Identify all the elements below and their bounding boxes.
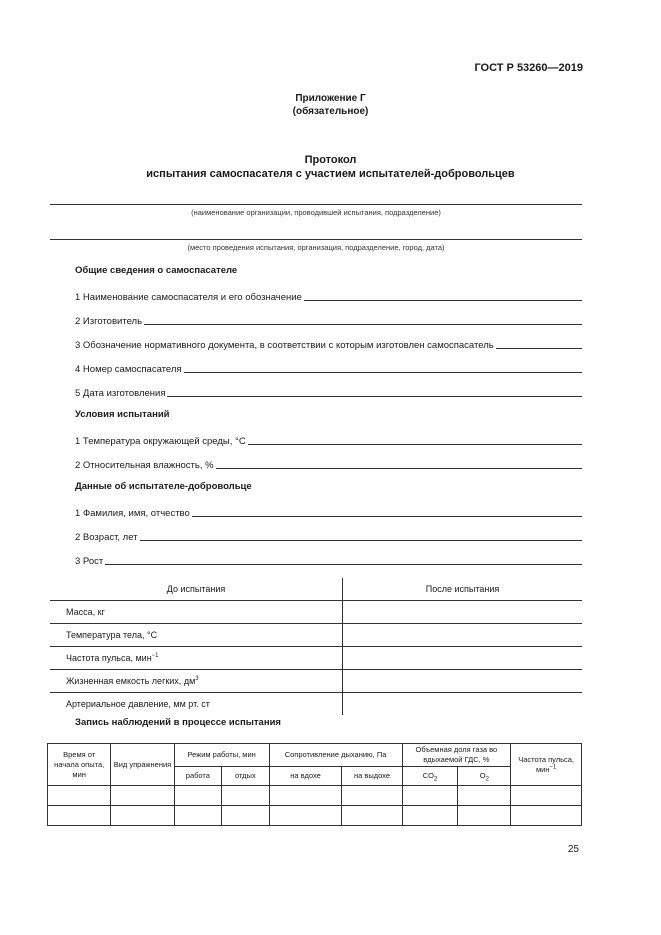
field-row <box>75 313 582 327</box>
table-row <box>50 647 582 670</box>
table-row <box>50 624 582 647</box>
field-row <box>75 289 582 303</box>
row-label-cell <box>50 670 343 693</box>
table-row <box>48 786 582 806</box>
table-cell[interactable] <box>269 786 342 806</box>
field-row <box>75 553 582 567</box>
header-before: До испытания <box>50 578 343 601</box>
page-number: 25 <box>567 844 579 855</box>
field-input-line[interactable] <box>167 395 582 397</box>
table-cell[interactable] <box>174 786 221 806</box>
field-input-line[interactable] <box>144 323 582 325</box>
field-label: 1 Фамилия, имя, отчество <box>75 508 190 519</box>
general-heading: Общие сведения о самоспасателе <box>75 265 238 276</box>
field-label: 2 Относительная влажность, % <box>75 460 214 471</box>
sub-co2-label: CO <box>422 771 434 780</box>
sub-co2-index: 2 <box>433 776 438 783</box>
col-pulse <box>511 744 582 786</box>
field-row <box>75 361 582 375</box>
sub-co2 <box>402 767 458 786</box>
value-cell[interactable] <box>343 670 583 693</box>
field-label: 3 Рост <box>75 556 104 567</box>
observations-heading: Запись наблюдений в процессе испытания <box>75 717 281 728</box>
row-label: Масса, кг <box>50 601 343 624</box>
sub-inhale: на вдохе <box>269 767 342 786</box>
field-input-line[interactable] <box>140 539 582 541</box>
row-label: Жизненная емкость легких, дм <box>66 676 196 686</box>
place-caption: (место проведения испытания, организация, подразделение, город, дата) <box>187 243 445 252</box>
header-after: После испытания <box>343 578 583 601</box>
sub-o2 <box>458 767 511 786</box>
protocol-heading <box>0 153 661 181</box>
field-input-line[interactable] <box>248 443 582 445</box>
row-label: Артериальное давление, мм рт. ст <box>50 693 343 716</box>
table-cell[interactable] <box>511 806 582 826</box>
col-exercise: Вид упражнения <box>111 744 174 786</box>
field-label: 1 Наименование самоспасателя и его обозначение <box>75 292 302 303</box>
table-cell[interactable] <box>111 786 174 806</box>
sub-o2-index: 2 <box>485 776 489 783</box>
sub-o2-label: O <box>479 771 486 780</box>
sub-rest: отдых <box>222 767 269 786</box>
table-header-row <box>48 744 582 767</box>
row-label-sup: −1 <box>151 653 159 659</box>
value-cell[interactable] <box>343 693 583 716</box>
table-row <box>50 670 582 693</box>
volunteer-heading: Данные об испытателе-добровольце <box>75 481 252 492</box>
table-cell[interactable] <box>402 806 458 826</box>
table-cell[interactable] <box>511 786 582 806</box>
sub-work: работа <box>174 767 221 786</box>
field-row <box>75 337 582 351</box>
table-row <box>50 693 582 716</box>
appendix-subtitle: (обязательное) <box>292 106 369 117</box>
table-cell[interactable] <box>269 806 342 826</box>
field-input-line[interactable] <box>184 371 582 373</box>
col-mode: Режим работы, мин <box>174 744 269 767</box>
field-label: 1 Температура окружающей среды, °С <box>75 436 246 447</box>
table-cell[interactable] <box>48 806 111 826</box>
table-cell[interactable] <box>458 786 511 806</box>
standard-number: ГОСТ Р 53260—2019 <box>474 62 583 74</box>
field-row <box>75 433 582 447</box>
table-row <box>48 806 582 826</box>
organization-line[interactable] <box>50 204 582 205</box>
table-cell[interactable] <box>48 786 111 806</box>
table-header-row <box>50 578 582 601</box>
value-cell[interactable] <box>343 601 583 624</box>
field-label: 3 Обозначение нормативного документа, в соответствии с которым изготовлен самоспасатель <box>75 340 494 351</box>
value-cell[interactable] <box>343 647 583 670</box>
table-row <box>50 601 582 624</box>
table-cell[interactable] <box>342 786 402 806</box>
col-pulse-label: Частота пульса, мин <box>518 754 575 774</box>
table-cell[interactable] <box>342 806 402 826</box>
table-cell[interactable] <box>458 806 511 826</box>
field-row <box>75 529 582 543</box>
value-cell[interactable] <box>343 624 583 647</box>
protocol-title: Протокол <box>304 154 357 166</box>
conditions-heading: Условия испытаний <box>75 409 170 420</box>
field-input-line[interactable] <box>192 515 582 517</box>
field-row <box>75 385 582 399</box>
field-label: 5 Дата изготовления <box>75 388 166 399</box>
appendix-heading <box>0 92 661 118</box>
measurements-table <box>50 578 582 715</box>
table-cell[interactable] <box>402 786 458 806</box>
row-label-sup: 3 <box>195 676 199 682</box>
organization-caption: (наименование организации, проводившей испытания, подразделение) <box>191 208 441 217</box>
protocol-subtitle: испытания самоспасателя с участием испытателей-добровольцев <box>146 168 515 180</box>
row-label: Частота пульса, мин <box>66 653 152 663</box>
field-label: 2 Изготовитель <box>75 316 143 327</box>
col-gas: Объемная доля газа во вдыхаемой ГДС, % <box>402 744 511 767</box>
field-label: 4 Номер самоспасателя <box>75 364 182 375</box>
field-input-line[interactable] <box>216 467 582 469</box>
appendix-title: Приложение Г <box>295 93 366 104</box>
table-cell[interactable] <box>174 806 221 826</box>
col-resistance: Сопротивление дыханию, Па <box>269 744 402 767</box>
field-input-line[interactable] <box>496 347 582 349</box>
col-pulse-sup: −1 <box>549 764 557 770</box>
table-cell[interactable] <box>222 806 269 826</box>
table-cell[interactable] <box>111 806 174 826</box>
field-label: 2 Возраст, лет <box>75 532 138 543</box>
observations-table <box>47 743 582 826</box>
field-row <box>75 457 582 471</box>
field-row <box>75 505 582 519</box>
row-label: Температура тела, °С <box>50 624 343 647</box>
col-time: Время от начала опыта, мин <box>48 744 111 786</box>
place-line[interactable] <box>50 239 582 240</box>
sub-exhale: на выдохе <box>342 767 402 786</box>
field-input-line[interactable] <box>304 299 582 301</box>
field-input-line[interactable] <box>105 563 582 565</box>
row-label-cell <box>50 647 343 670</box>
table-cell[interactable] <box>222 786 269 806</box>
